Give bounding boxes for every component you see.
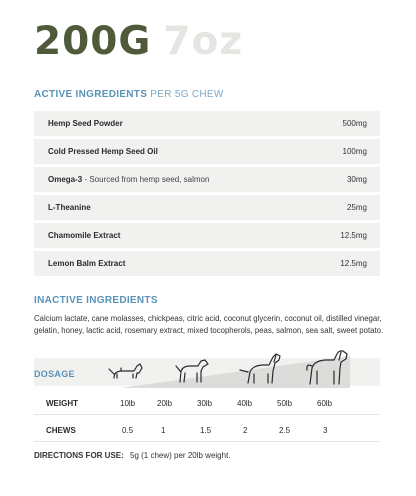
chews-cell: 1.5 <box>200 426 212 435</box>
ingredient-amount: 12.5mg <box>340 231 367 240</box>
active-subheading-text: PER 5G CHEW <box>150 89 224 100</box>
weight-cell: 60lb <box>317 399 333 408</box>
inactive-ingredients-text: Calcium lactate, cane molasses, chickpeas, citric acid, coconut glycerin, coconut oil, distilled vinegar, gelatin, honey, lactic acid, rosemary extract, mixed tocopherols, peas, salmon, sea salt, sweet potato. <box>34 314 384 335</box>
weight-cell: 20lb <box>157 399 173 408</box>
ingredient-amount: 30mg <box>346 175 367 184</box>
chews-row <box>34 419 380 442</box>
dosage-table <box>34 392 380 442</box>
weight-cell: 40lb <box>237 399 253 408</box>
weight-cell: 50lb <box>277 399 293 408</box>
chews-cell: 1 <box>161 426 166 435</box>
ingredient-name: Lemon Balm Extract <box>48 259 126 268</box>
ingredient-note: - Sourced from hemp seed, salmon <box>82 175 210 184</box>
inactive-ingredients-heading: INACTIVE INGREDIENTS <box>34 295 158 306</box>
ingredient-name: Hemp Seed Powder <box>48 119 123 128</box>
ingredient-amount: 100mg <box>342 147 367 156</box>
weight-row <box>34 392 380 415</box>
ingredient-name: Omega-3 <box>48 175 83 184</box>
ingredient-amount: 12.5mg <box>340 259 367 268</box>
directions-text: 5g (1 chew) per 20lb weight. <box>130 451 231 460</box>
small-dog-icon <box>109 364 142 378</box>
ingredient-name: L-Theanine <box>48 203 91 212</box>
ingredient-name: Chamomile Extract <box>48 231 121 240</box>
directions-for-use <box>34 451 231 460</box>
chews-cell: 2.5 <box>279 426 291 435</box>
weight-cell: 30lb <box>197 399 213 408</box>
weight-cell: 10lb <box>120 399 136 408</box>
active-heading-text: ACTIVE INGREDIENTS <box>34 89 148 100</box>
chews-cell: 2 <box>243 426 248 435</box>
ingredient-name: Cold Pressed Hemp Seed Oil <box>48 147 158 156</box>
weight-label: WEIGHT <box>46 399 78 408</box>
ingredient-amount: 25mg <box>346 203 367 212</box>
chews-cell: 3 <box>323 426 328 435</box>
directions-label: DIRECTIONS FOR USE: <box>34 451 124 460</box>
chews-cell: 0.5 <box>122 426 134 435</box>
size-wedge <box>120 356 350 388</box>
chews-label: CHEWS <box>46 426 76 435</box>
ingredient-amount: 500mg <box>342 119 367 128</box>
dosage-heading: DOSAGE <box>34 369 75 379</box>
weight-ounces: 7oz <box>163 19 244 64</box>
weight-grams: 200G <box>34 19 152 64</box>
